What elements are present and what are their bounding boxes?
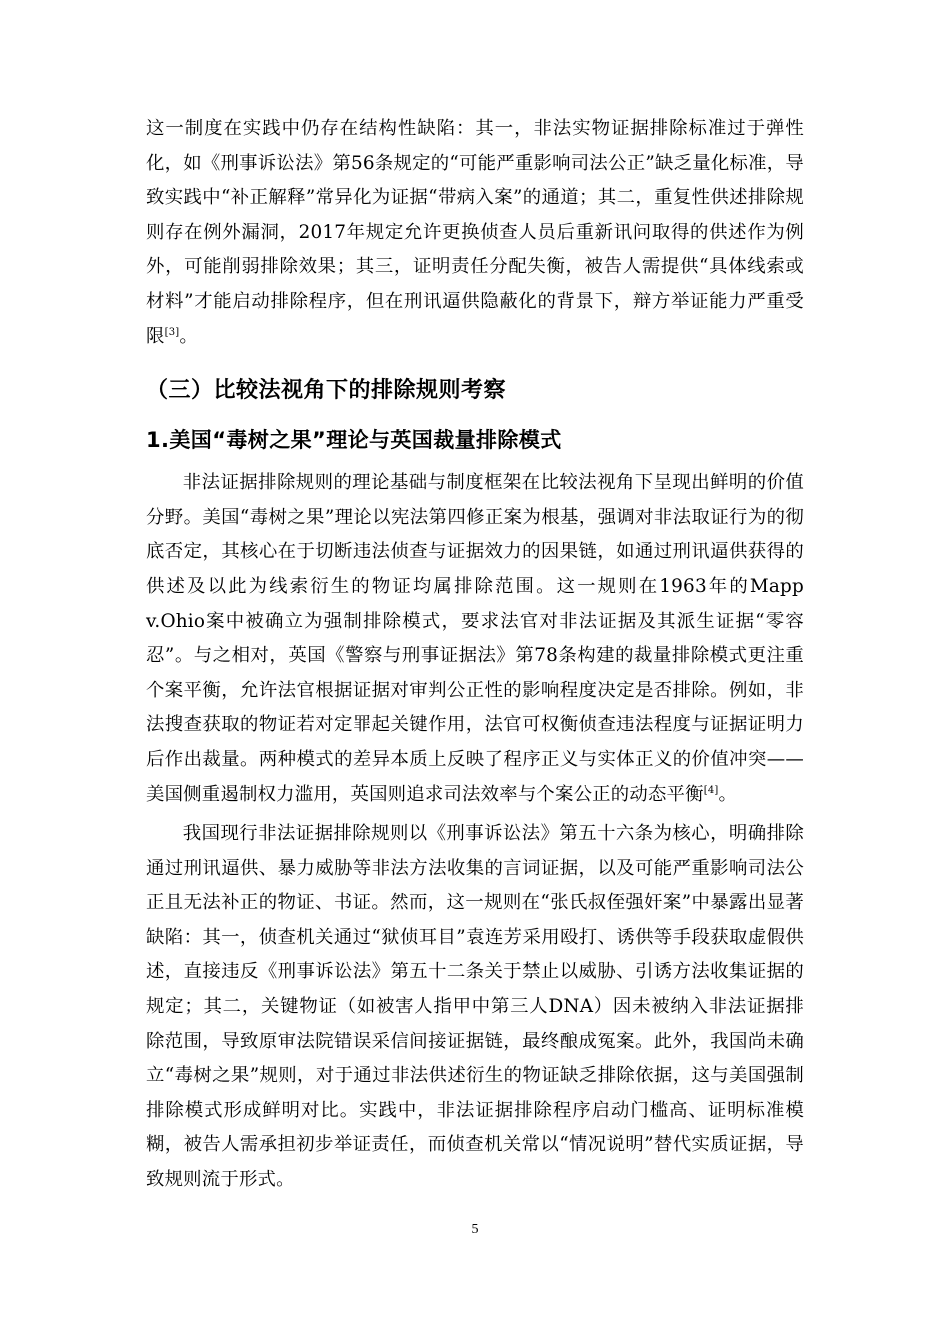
- citation-3: [3]: [164, 326, 180, 338]
- citation-4: [4]: [703, 784, 719, 796]
- paragraph-2-text: 非法证据排除规则的理论基础与制度框架在比较法视角下呈现出鲜明的价值分野。美国“毒树之果”理论以宪法第四修正案为根基，强调对非法取证行为的彻底否定，其核心在于切断违法侦查与证据效力的因果链，如通过刑讯逼供获得的供述及以此为线索衍生的物证均属排除范围。这一规则在1963年的Mapp v.Ohio案中被确立为强制排除模式，要求法官对非法证据及其派生证据“零容忍”。与之相对，英国《警察与刑事证据法》第78条构建的裁量排除模式更注重个案平衡，允许法官根据证据对审判公正性的影响程度决定是否排除。例如，非法搜查获取的物证若对定罪起关键作用，法官可权衡侦查违法程度与证据证明力后作出裁量。两种模式的差异本质上反映了程序正义与实体正义的价值冲突——美国侧重遏制权力滥用，英国则追求司法效率与个案公正的动态平衡: [146, 472, 804, 805]
- page-number: 5: [471, 1222, 479, 1237]
- subsection-heading: 1.美国“毒树之果”理论与英国裁量排除模式: [146, 428, 562, 453]
- paragraph-1-end: 。: [179, 325, 198, 347]
- body-paragraph-1: [146, 112, 804, 354]
- paragraph-2-end: 。: [718, 783, 738, 805]
- body-paragraph-3: 我国现行非法证据排除规则以《刑事诉讼法》第五十六条为核心，明确排除通过刑讯逼供、暴力威胁等非法方法收集的言词证据，以及可能严重影响司法公正且无法补正的物证、书证。然而，这一规则在“张氏叔侄强奸案”中暴露出显著缺陷：其一，侦查机关通过“狱侦耳目”袁连芳采用殴打、诱供等手段获取虚假供述，直接违反《刑事诉讼法》第五十二条关于禁止以威胁、引诱方法收集证据的规定；其二，关键物证（如被害人指甲中第三人DNA）因未被纳入非法证据排除范围，导致原审法院错误采信间接证据链，最终酿成冤案。此外，我国尚未确立“毒树之果”规则，对于通过非法供述衍生的物证缺乏排除依据，这与美国强制排除模式形成鲜明对比。实践中，非法证据排除程序启动门槛高、证明标准模糊，被告人需承担初步举证责任，而侦查机关常以“情况说明”替代实质证据，导致规则流于形式。: [146, 823, 804, 1191]
- body-paragraph-2: [146, 466, 804, 812]
- paragraph-1-text: 这一制度在实践中仍存在结构性缺陷：其一，非法实物证据排除标准过于弹性化，如《刑事诉讼法》第56条规定的“可能严重影响司法公正”缺乏量化标准，导致实践中“补正解释”常异化为证据“带病入案”的通道；其二，重复性供述排除规则存在例外漏洞，2017年规定允许更换侦查人员后重新讯问取得的供述作为例外，可能削弱排除效果；其三，证明责任分配失衡，被告人需提供“具体线索或材料”才能启动排除程序，但在刑讯逼供隐蔽化的背景下，辩方举证能力严重受限: [146, 118, 804, 347]
- section-heading: （三）比较法视角下的排除规则考察: [146, 378, 507, 404]
